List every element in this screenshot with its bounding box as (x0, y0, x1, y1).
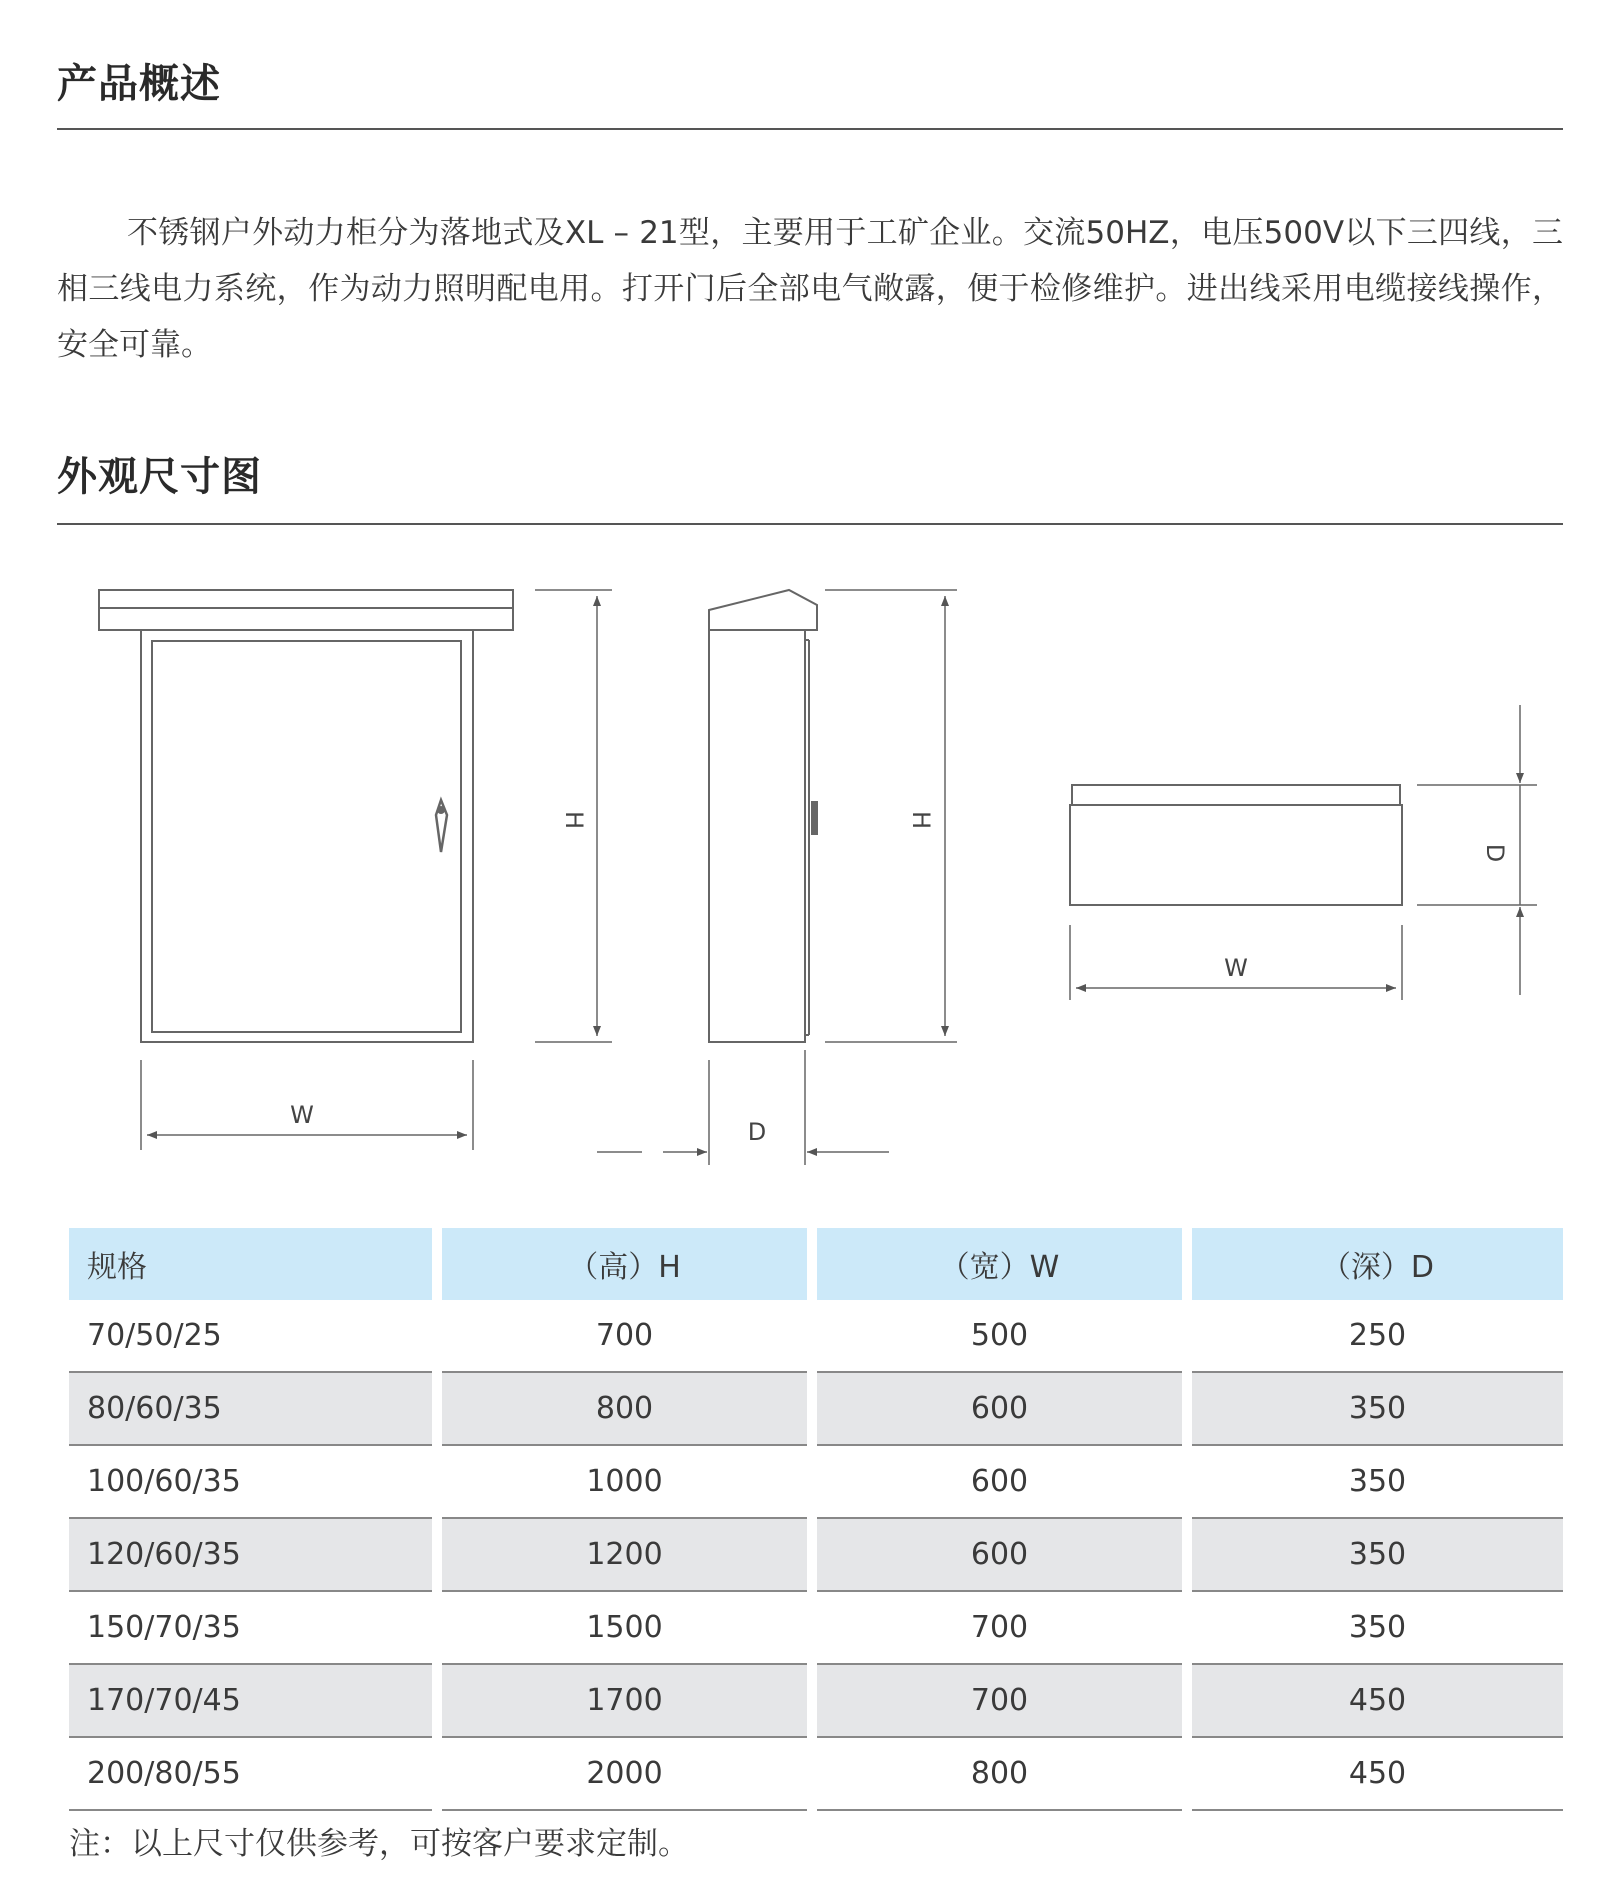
header-depth: （深）D (1192, 1228, 1563, 1300)
cell-width: 600 (817, 1446, 1182, 1519)
cell-width: 800 (817, 1738, 1182, 1811)
overview-divider (57, 128, 1563, 130)
top-width-label: W (1224, 954, 1248, 982)
cell-spec: 120/60/35 (69, 1519, 432, 1592)
cell-spec: 170/70/45 (69, 1665, 432, 1738)
cell-height: 1500 (442, 1592, 807, 1665)
top-depth-label: D (1481, 843, 1509, 863)
cell-depth: 350 (1192, 1446, 1563, 1519)
front-width-label: W (290, 1101, 314, 1129)
cell-width: 600 (817, 1373, 1182, 1446)
cell-height: 1700 (442, 1665, 807, 1738)
overview-title: 产品概述 (57, 61, 221, 107)
header-width: （宽）W (817, 1228, 1182, 1300)
table-row (69, 1665, 1563, 1738)
cell-spec: 150/70/35 (69, 1592, 432, 1665)
top-roof-strip (1072, 785, 1400, 805)
cell-spec: 70/50/25 (69, 1300, 432, 1373)
front-height-label: H (560, 810, 588, 830)
table-header-row (69, 1228, 1563, 1300)
side-handle (812, 802, 817, 834)
table-row (69, 1738, 1563, 1811)
cell-height: 1200 (442, 1519, 807, 1592)
cell-width: 700 (817, 1665, 1182, 1738)
front-roof (99, 590, 513, 630)
cell-height: 800 (442, 1373, 807, 1446)
table-row (69, 1300, 1563, 1373)
footnote: 注：以上尺寸仅供参考，可按客户要求定制。 (69, 1826, 689, 1862)
cell-depth: 250 (1192, 1300, 1563, 1373)
top-cabinet-body (1070, 805, 1402, 905)
side-depth-label: D (747, 1118, 767, 1146)
overview-body: 不锈钢户外动力柜分为落地式及XL – 21型，主要用于工矿企业。交流50HZ，电压500V以下三四线，三相三线电力系统，作为动力照明配电用。打开门后全部电气敞露，便于检修维护。进出线采用电缆接线操作，安全可靠。 (57, 215, 1563, 363)
front-cabinet-body (141, 630, 473, 1042)
dimensions-title: 外观尺寸图 (57, 454, 262, 500)
dimension-drawing (57, 560, 1563, 1180)
cell-depth: 350 (1192, 1373, 1563, 1446)
front-view (99, 590, 612, 1150)
cell-height: 2000 (442, 1738, 807, 1811)
spec-table (59, 1228, 1573, 1811)
cell-spec: 80/60/35 (69, 1373, 432, 1446)
top-view (1070, 705, 1537, 1000)
side-cabinet-body (709, 630, 805, 1042)
cell-depth: 450 (1192, 1665, 1563, 1738)
table-row (69, 1519, 1563, 1592)
side-height-label: H (907, 810, 935, 830)
side-roof (709, 590, 817, 630)
cell-spec: 100/60/35 (69, 1446, 432, 1519)
front-door-panel (152, 641, 461, 1032)
cell-height: 700 (442, 1300, 807, 1373)
cell-width: 500 (817, 1300, 1182, 1373)
cell-height: 1000 (442, 1446, 807, 1519)
spec-table-wrapper (69, 1228, 1563, 1811)
cell-depth: 350 (1192, 1592, 1563, 1665)
table-row (69, 1592, 1563, 1665)
cell-spec: 200/80/55 (69, 1738, 432, 1811)
table-row (69, 1373, 1563, 1446)
dimensions-divider (57, 523, 1563, 525)
table-row (69, 1446, 1563, 1519)
header-height: （高）H (442, 1228, 807, 1300)
cell-depth: 450 (1192, 1738, 1563, 1811)
cell-width: 600 (817, 1519, 1182, 1592)
cell-width: 700 (817, 1592, 1182, 1665)
side-view (597, 590, 957, 1165)
header-spec: 规格 (69, 1228, 432, 1300)
cell-depth: 350 (1192, 1519, 1563, 1592)
